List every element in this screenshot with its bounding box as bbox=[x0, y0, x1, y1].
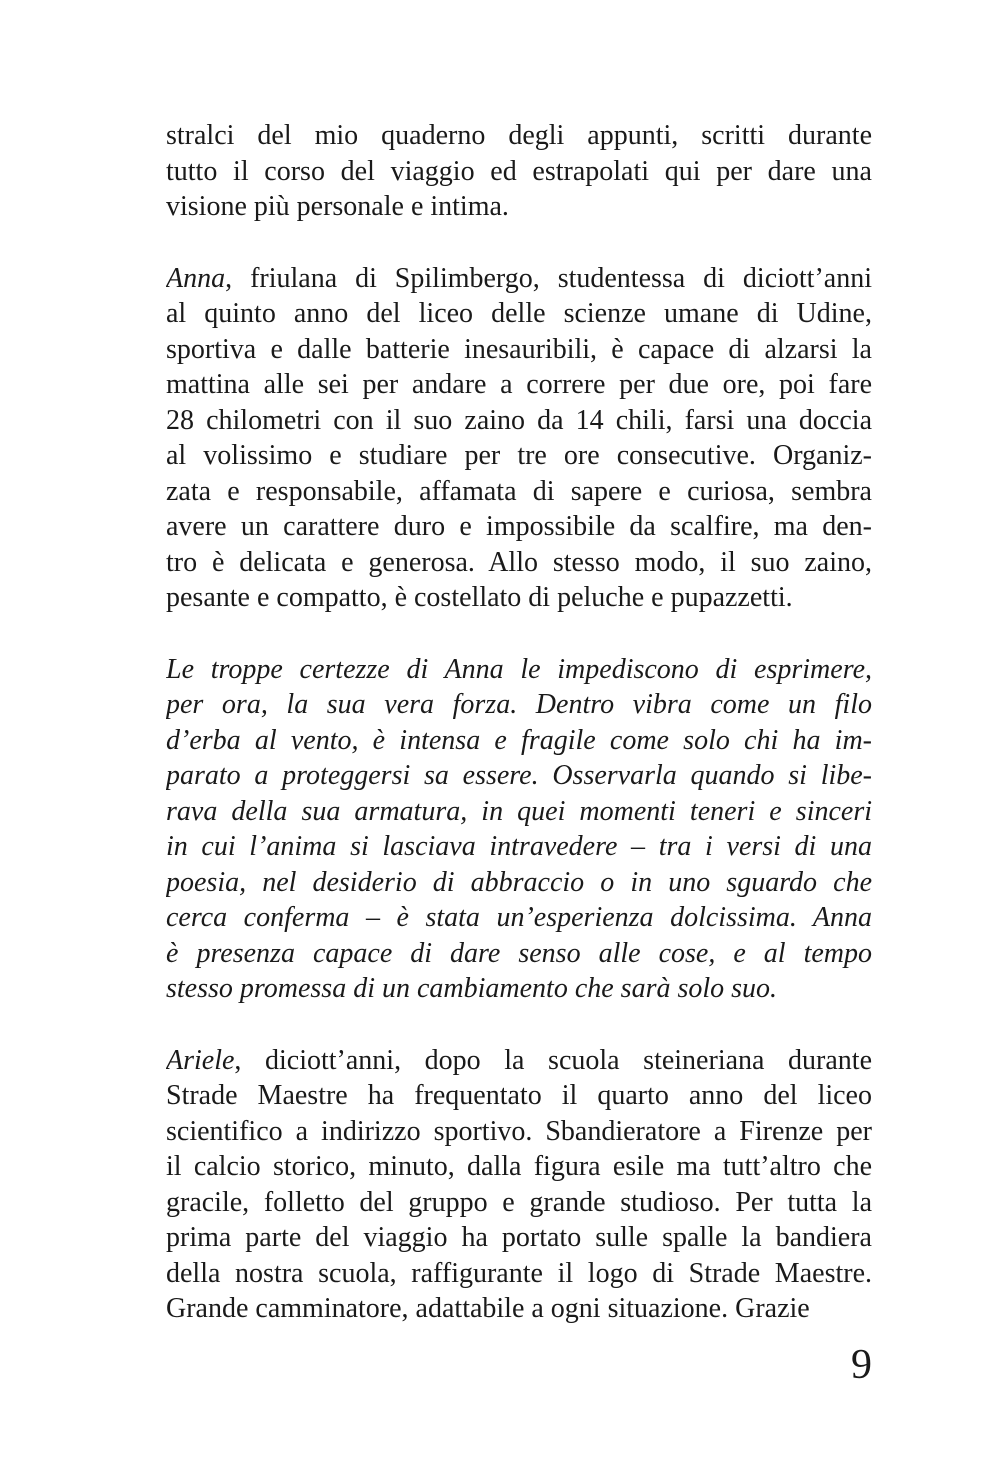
text-line: prima parte del viaggio ha portato sulle spalle la bandiera bbox=[166, 1222, 872, 1253]
text-line: tutto il corso del viaggio ed estrapolati qui per dare una bbox=[166, 155, 872, 187]
text-line: avere un carattere duro e impossibile da scalfire, ma den- bbox=[166, 511, 872, 542]
text-block bbox=[166, 118, 872, 1363]
page-number: 9 bbox=[851, 1342, 872, 1388]
paragraph bbox=[166, 118, 872, 225]
text-line: parato a proteggersi sa essere. Osservarla quando si libe- bbox=[166, 760, 872, 791]
text-line: cerca conferma – è stata un’esperienza dolcissima. Anna bbox=[166, 902, 872, 933]
text-line: sportiva e dalle batterie inesauribili, è capace di alzarsi la bbox=[166, 333, 872, 365]
text-line: poesia, nel desiderio di abbraccio o in uno sguardo che bbox=[166, 866, 872, 898]
paragraph bbox=[166, 1043, 872, 1327]
paragraph bbox=[166, 261, 872, 616]
text-line: è presenza capace di dare senso alle cose, e al tempo bbox=[166, 937, 872, 969]
text-line: al volissimo e studiare per tre ore consecutive. Organiz- bbox=[166, 440, 872, 471]
text-line: Grande camminatore, adattabile a ogni situazione. Grazie bbox=[166, 1293, 810, 1324]
text-line: rava della sua armatura, in quei momenti teneri e sinceri bbox=[166, 795, 872, 827]
text-line: Le troppe certezze di Anna le impediscono di esprimere, bbox=[166, 653, 872, 685]
text-line: 28 chilometri con il suo zaino da 14 chili, farsi una doccia bbox=[166, 404, 872, 436]
text-line: Anna, friulana di Spilimbergo, studentessa di diciott’anni bbox=[166, 262, 872, 294]
text-line: per ora, la sua vera forza. Dentro vibra come un filo bbox=[166, 689, 872, 720]
text-line: il calcio storico, minuto, dalla figura esile ma tutt’altro che bbox=[166, 1151, 872, 1182]
text-line: zata e responsabile, affamata di sapere e curiosa, sembra bbox=[166, 475, 872, 507]
text-line: visione più personale e intima. bbox=[166, 191, 509, 222]
text-line: mattina alle sei per andare a correre per due ore, poi fare bbox=[166, 369, 872, 400]
text-line: Strade Maestre ha frequentato il quarto anno del liceo bbox=[166, 1080, 872, 1111]
text-line: stralci del mio quaderno degli appunti, scritti durante bbox=[166, 120, 872, 151]
text-line: al quinto anno del liceo delle scienze umane di Udine, bbox=[166, 298, 872, 329]
text-line: in cui l’anima si lasciava intravedere – tra i versi di una bbox=[166, 831, 872, 862]
text-line: d’erba al vento, è intensa e fragile come solo chi ha im- bbox=[166, 724, 872, 756]
text-line: della nostra scuola, raffigurante il logo di Strade Maestre. bbox=[166, 1257, 872, 1289]
text-line: stesso promessa di un cambiamento che sarà solo suo. bbox=[166, 973, 778, 1004]
text-line: scientifico a indirizzo sportivo. Sbandieratore a Firenze per bbox=[166, 1115, 872, 1147]
text-line: gracile, folletto del gruppo e grande studioso. Per tutta la bbox=[166, 1186, 872, 1218]
text-line: pesante e compatto, è costellato di peluche e pupazzetti. bbox=[166, 582, 793, 613]
text-line: Ariele, diciott’anni, dopo la scuola steineriana durante bbox=[166, 1044, 872, 1076]
paragraph bbox=[166, 652, 872, 1007]
text-line: tro è delicata e generosa. Allo stesso modo, il suo zaino, bbox=[166, 546, 872, 578]
